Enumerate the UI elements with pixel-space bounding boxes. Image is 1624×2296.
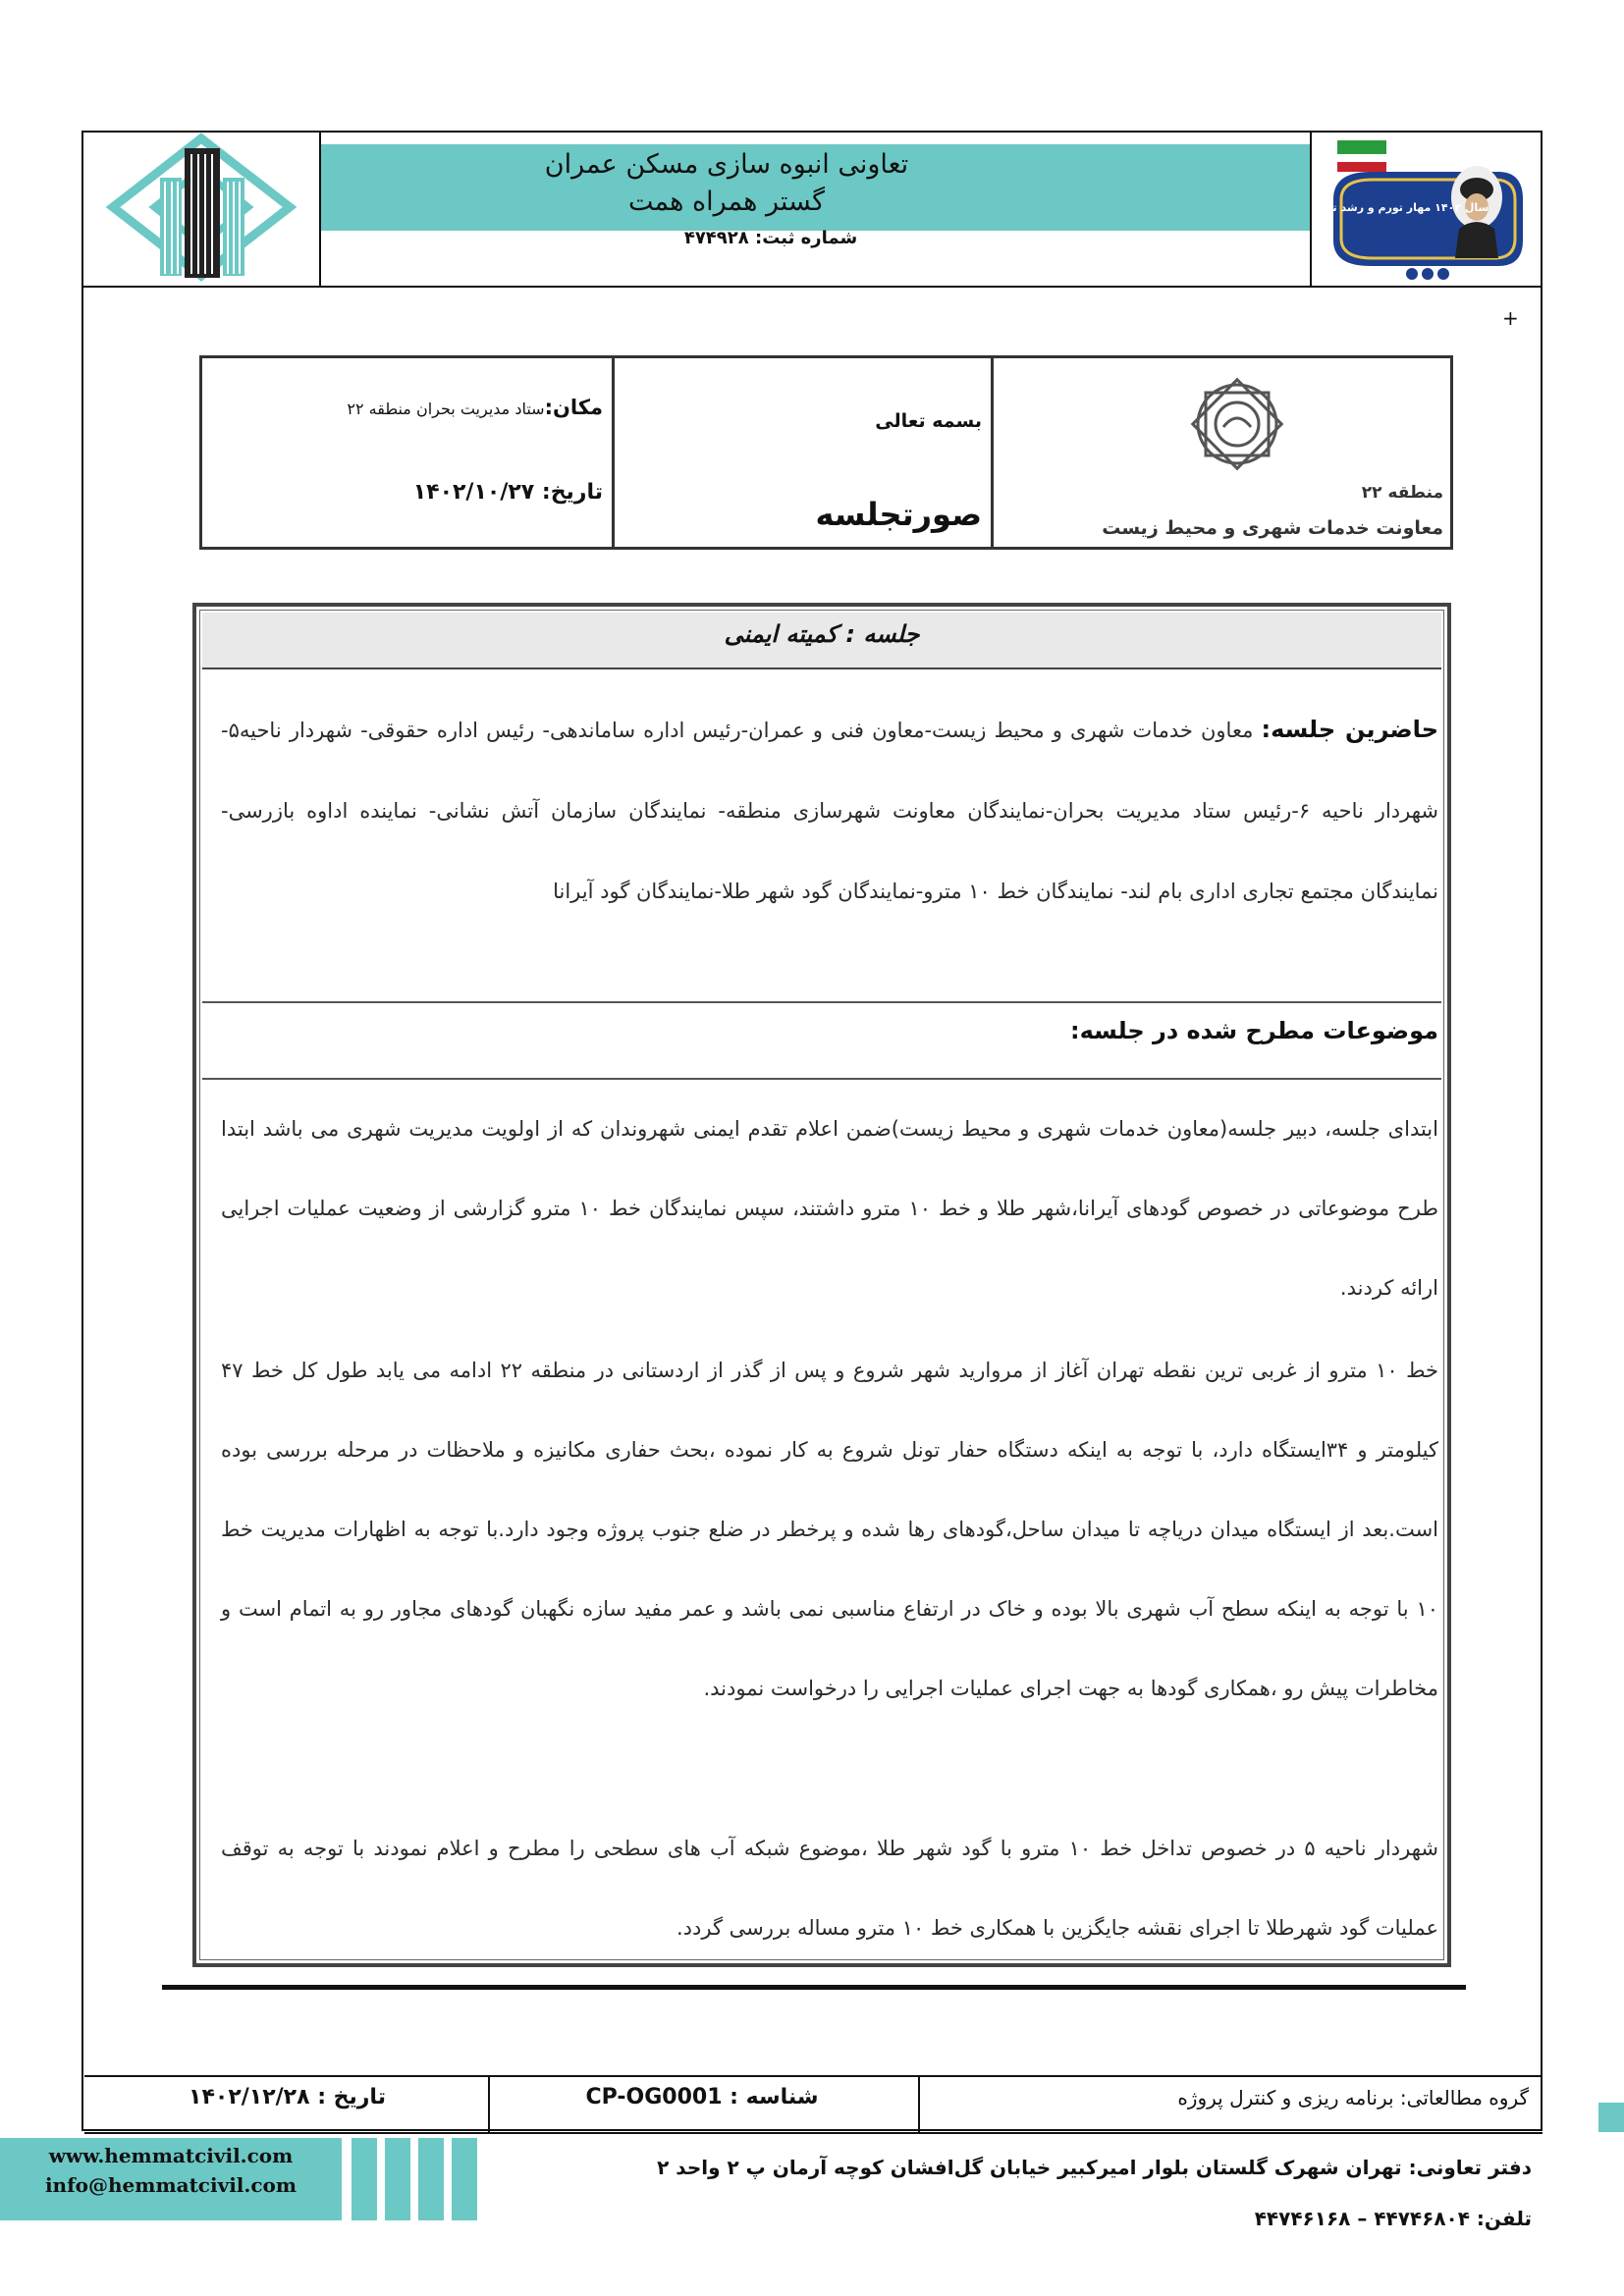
company-logo-cell [81, 131, 321, 288]
place-label: مکان: [544, 396, 603, 419]
company-logo-icon [81, 131, 321, 288]
attendees-text: معاون خدمات شهری و محیط زیست-معاون فنی و عمران-رئیس اداره ساماندهی- رئیس اداره حقوقی- شهردار ناحیه۵-شهردار ناحیه ۶-رئیس ستاد مدیریت بحران-نمایندگان معاونت شهرسازی منطقه- نمایندگان سازمان آتش نشانی- نماینده اداوه بازرسی-نمایندگان مجتمع تجاری اداری بام لند- نمایندگان خط ۱۰ مترو-نمایندگان گود شهر طلا-نمایندگان گود آیرانا [221, 719, 1438, 903]
topic-paragraph: شهردار ناحیه ۵ در خصوص تداخل خط ۱۰ مترو با گود شهر طلا ،موضوع شبکه آب های سطحی را مطرح و اعلام نمودند با توجه به توقف عملیات گود شهرطلا تا اجرای نقشه جایگزین با همکاری خط ۱۰ مترو مساله بررسی گردد. [221, 1837, 1438, 1940]
office-address: دفتر تعاونی: تهران شهرک گلستان بلوار امیرکبیر خیابان گل‌افشان کوچه آرمان پ ۲ واحد ۲ [657, 2156, 1532, 2179]
minutes-divider [991, 355, 994, 550]
registration-number: شماره ثبت: ۴۷۴۹۲۸ [683, 228, 858, 248]
accent-bar [385, 2138, 410, 2220]
accent-bar [352, 2138, 377, 2220]
phone-numbers: تلفن: ۴۴۷۴۶۸۰۴ – ۴۴۷۴۶۱۶۸ [1254, 2207, 1532, 2230]
place-value: ستاد مدیریت بحران منطقه ۲۲ [347, 400, 545, 418]
emblem-cell [1310, 131, 1543, 288]
study-group: گروه مطالعاتی: برنامه ریزی و کنترل پروژه [1177, 2086, 1529, 2109]
region-label: منطقه ۲۲ [1361, 483, 1443, 503]
table-divider [918, 2075, 920, 2134]
plus-mark: + [1502, 306, 1519, 330]
municipality-logo-icon [1178, 366, 1296, 482]
section-divider [202, 1001, 1441, 1003]
basmala-text: بسمه تعالی [875, 410, 982, 432]
emblem-slogan-text: سال ۱۴۰۲ مهار تورم و رشد تولید [1312, 201, 1489, 214]
content-end-rule [162, 1985, 1466, 1990]
topics-heading: موضوعات مطرح شده در جلسه: [1070, 1017, 1438, 1044]
accent-bar [418, 2138, 444, 2220]
date-value: ۱۴۰۲/۱۰/۲۷ [412, 480, 535, 505]
minutes-title: صورتجلسه [815, 496, 982, 533]
document-date: تاریخ : ۱۴۰۲/۱۲/۲۸ [189, 2085, 386, 2109]
section-divider [202, 1078, 1441, 1080]
website-link[interactable]: www.hemmatcivil.com [48, 2144, 294, 2167]
accent-bar [452, 2138, 477, 2220]
table-divider [488, 2075, 490, 2134]
minutes-divider [612, 355, 615, 550]
meeting-date [214, 480, 603, 505]
session-title: جلسه : کمیته ایمنی [724, 620, 920, 648]
document-code: شناسه : CP-OG0001 [585, 2085, 819, 2109]
year-slogan-emblem-icon [1312, 131, 1544, 288]
date-label: تاریخ: [541, 480, 603, 505]
footer-accent [1598, 2103, 1624, 2132]
company-name-line1: تعاونی انبوه سازی مسکن عمران [544, 149, 909, 180]
email-link[interactable]: info@hemmatcivil.com [44, 2173, 298, 2197]
topic-paragraph: ابتدای جلسه، دبیر جلسه(معاون خدمات شهری و محیط زیست)ضمن اعلام تقدم ایمنی شهروندان که از اولویت مدیریت شهری می باشد ابتدا طرح موضوعاتی در خصوص گودهای آیرانا،شهر طلا و خط ۱۰ مترو داشتند، سپس نمایندگان خط ۱۰ مترو گزارشی از وضعیت عملیات اجرایی ارائه کردند. [221, 1117, 1438, 1300]
topic-paragraph: خط ۱۰ مترو از غربی ترین نقطه تهران آغاز از مروارید شهر شروع و پس از گذر از اردستانی در منطقه ۲۲ ادامه می یابد طول کل خط ۴۷ کیلومتر و ۳۴ایستگاه دارد، با توجه به اینکه دستگاه حفار تونل شروع به کار نموده ،بحث حفاری مکانیزه و ملاحظات در مرحله بررسی بوده است.بعد از ایستگاه میدان دریاچه تا میدان ساحل،گودهای رها شده و پرخطر در ضلع جنوب پروژه وجود دارد.با توجه به اظهارات مدیریت خط ۱۰ با توجه به اینکه سطح آب شهری بالا بوده و خاک در ارتفاع مناسبی نمی باشد و عمر مفید سازه نگهبان گودهای مجاور رو به اتمام است و مخاطرات پیش رو ،همکاری گودها به جهت اجرای عملیات اجرایی را درخواست نمودند. [221, 1359, 1438, 1700]
attendees-paragraph [221, 689, 1438, 932]
meeting-place [214, 396, 603, 419]
company-name-line2: گستر همراه همت [628, 187, 825, 217]
department-label: معاونت خدمات شهری و محیط زیست [1102, 517, 1443, 539]
attendees-label: حاضرین جلسه: [1261, 716, 1438, 743]
